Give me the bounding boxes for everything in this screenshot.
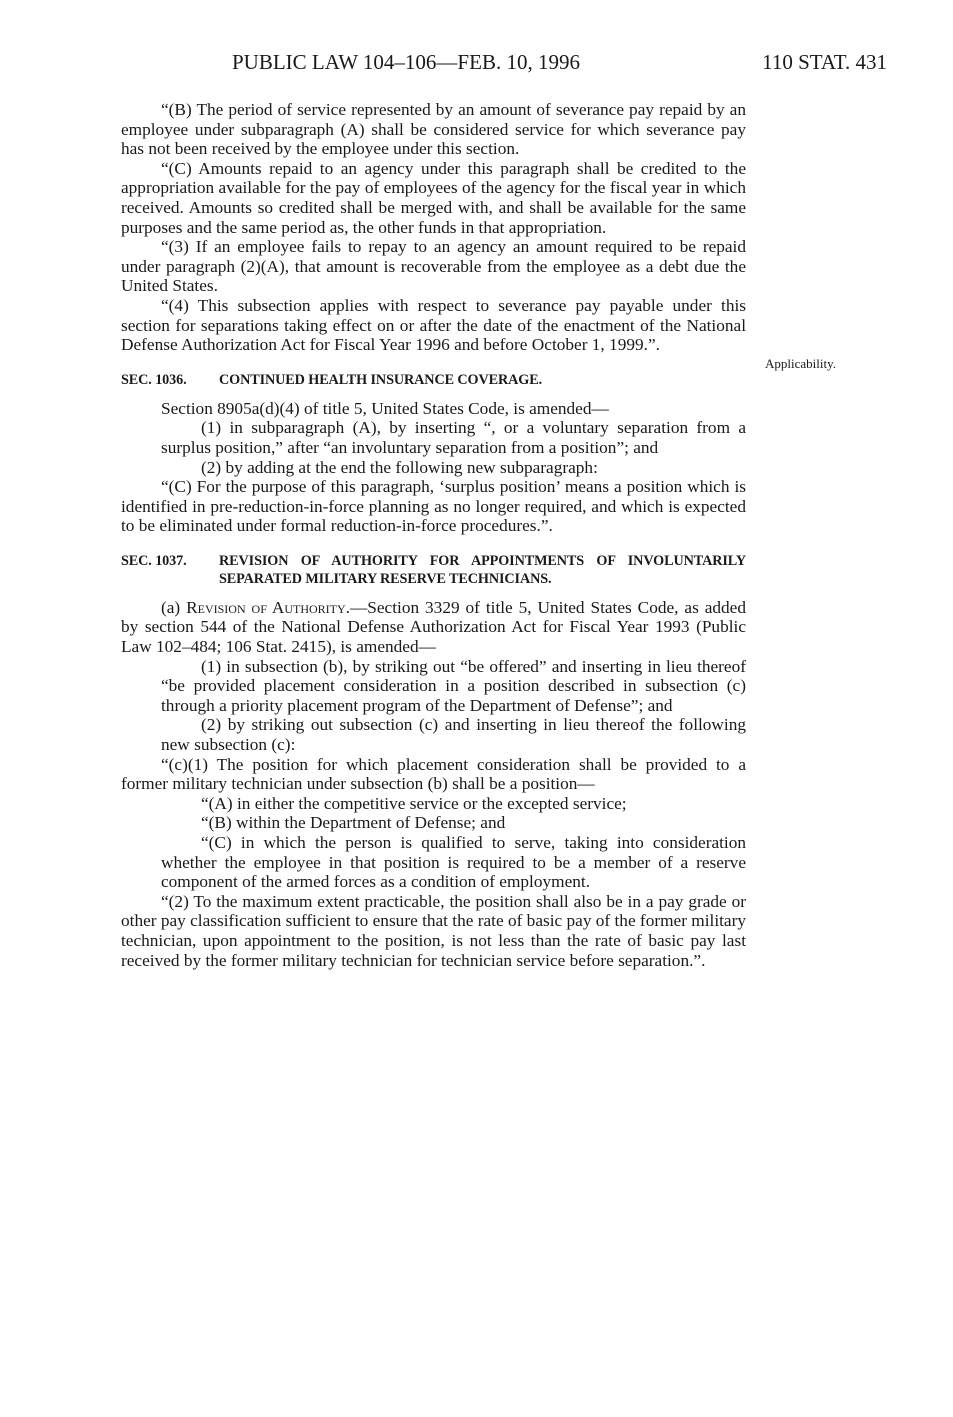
subsection-a-text: .—Section 3329 of title 5, United States Code, as added by section 544 of the National Defense Authorization Act for Fiscal Year 1993 (Public Law 102–484; 106 Stat. 2415), is amended— bbox=[121, 597, 746, 657]
margin-note-applicability: Applicability. bbox=[765, 356, 837, 371]
section-1037-subsection-a bbox=[121, 598, 746, 657]
section-1036-item-2: (2) by adding at the end the following new subparagraph: bbox=[201, 457, 598, 477]
section-1036-title: CONTINUED HEALTH INSURANCE COVERAGE. bbox=[219, 371, 543, 388]
paragraph-c: “(C) Amounts repaid to an agency under this paragraph shall be credited to the appropriation available for the pay of employees of the agency for the fiscal year in which received. Amounts so credited shall be merged with, and shall be available for the same purposes and the same period as, the other funds in that appropriation. bbox=[121, 158, 746, 237]
running-header bbox=[0, 50, 953, 78]
section-1037-item-2: (2) by striking out subsection (c) and inserting in lieu thereof the following new subsection (c): bbox=[161, 715, 746, 755]
section-1037-c1: “(c)(1) The position for which placement consideration shall be provided to a former military technician under subsection (b) shall be a position— bbox=[121, 754, 746, 794]
header-stat-page: 110 STAT. 431 bbox=[762, 50, 887, 74]
section-1036-heading bbox=[121, 371, 746, 389]
section-1037-c-a: “(A) in either the competitive service or the excepted service; bbox=[201, 793, 627, 813]
paragraph-4: “(4) This subsection applies with respect to severance pay payable under this section for separations taking effect on or after the date of the enactment of the National Defense Authorization Act for Fiscal Year 1996 and before October 1, 1999.”. bbox=[121, 295, 746, 355]
paragraph-3: “(3) If an employee fails to repay to an agency an amount required to be repaid under paragraph (2)(A), that amount is recoverable from the employee as a debt due the United States. bbox=[121, 237, 746, 296]
section-1037-title: REVISION OF AUTHORITY FOR APPOINTMENTS OF INVOLUNTARILY SEPARATED MILITARY RESERVE TECHNICIANS. bbox=[219, 552, 746, 587]
section-1037-item-1: (1) in subsection (b), by striking out “be offered” and inserting in lieu thereof “be provided placement consideration in a position described in subsection (c) through a priority placement program of the Department of Defense”; and bbox=[161, 656, 746, 715]
section-1037-c-c: “(C) in which the person is qualified to serve, taking into consideration whether the employee in that position is required to be a member of a reserve component of the armed forces as a condition of employment. bbox=[161, 833, 746, 892]
section-1036-quote: “(C) For the purpose of this paragraph, ‘surplus position’ means a position which is identified in pre-reduction-in-force planning as no longer required, and which is expected to be eliminated under formal reduction-in-force procedures.”. bbox=[121, 477, 746, 536]
header-title: PUBLIC LAW 104–106—FEB. 10, 1996 bbox=[232, 50, 580, 74]
section-1036-label: SEC. 1036. bbox=[121, 371, 187, 388]
subsection-a-lead: (a) bbox=[161, 597, 187, 617]
section-1037-c2: “(2) To the maximum extent practicable, the position shall also be in a pay grade or other pay classification sufficient to ensure that the rate of basic pay of the former military technician, upon appointment to the position, is not less than the rate of basic pay last received by the former military technician for technician service before separation.”. bbox=[121, 891, 746, 970]
section-1036-item-1: (1) in subparagraph (A), by inserting “, or a voluntary separation from a surplus position,” after “an involuntary separation from a position”; and bbox=[161, 418, 746, 457]
section-1037-heading bbox=[121, 552, 746, 588]
document-body bbox=[121, 100, 746, 970]
section-1037-c-b: “(B) within the Department of Defense; and bbox=[201, 813, 506, 833]
section-1037-label: SEC. 1037. bbox=[121, 552, 187, 569]
subsection-a-heading: Revision of Authority bbox=[186, 597, 346, 617]
paragraph-b: “(B) The period of service represented by an amount of severance pay repaid by an employee under subparagraph (A) shall be considered service for which severance pay has not been received by the employee under this section. bbox=[121, 100, 746, 159]
section-1036-intro: Section 8905a(d)(4) of title 5, United States Code, is amended— bbox=[161, 398, 609, 418]
